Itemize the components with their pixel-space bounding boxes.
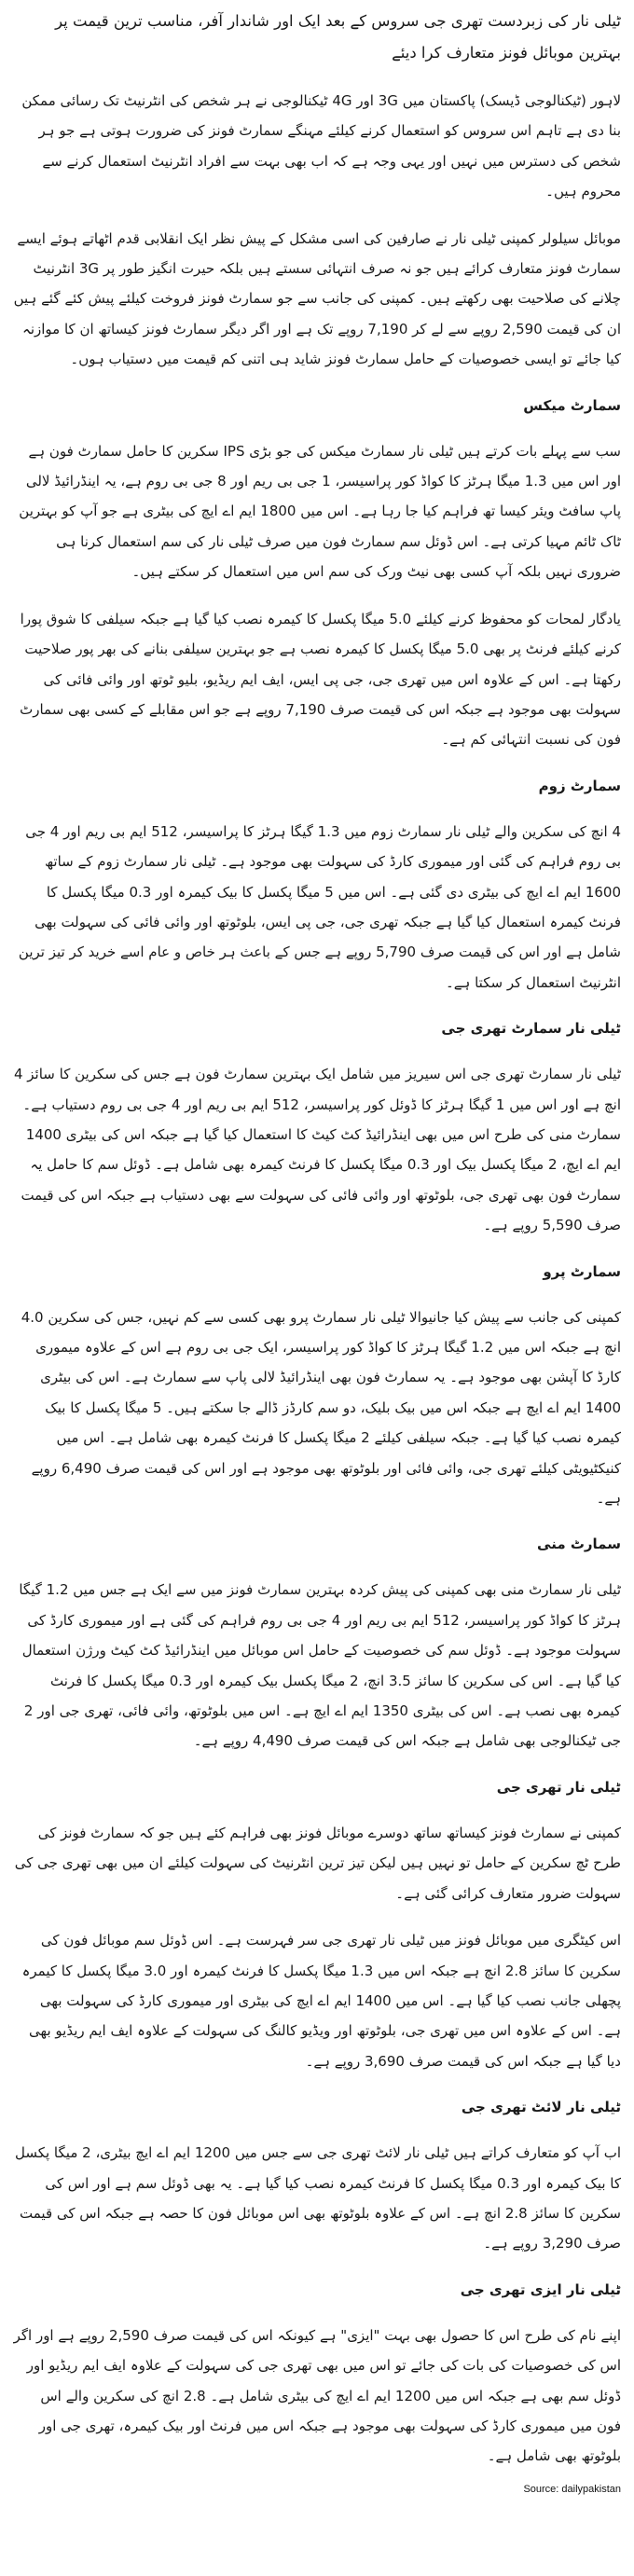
lite-3g-paragraph: اب آپ کو متعارف کراتے ہیں ٹیلی نار لائٹ تھری جی سے جس میں 1200 ایم اے ایچ بیٹری، 2 میگا پکسل کا بیک کیمرہ اور 0.3 میگا پکسل کا فرنٹ کیمرہ نصب کیا گیا ہے۔ یہ بھی ڈوئل سم ہے اور اس کی سکرین کا سائز 2.8 انچ ہے۔ اس کے علاوہ بلوٹوتھ بھی اس موبائل فون کا حصہ ہے جبکہ اس کی قیمت صرف 3,290 روپے ہے۔ (14, 2144, 621, 2252)
section-heading-easy-3g: ٹیلی نار ایزی تھری جی (460, 2280, 621, 2298)
section-heading-smart-mini: سمارٹ منی (537, 1536, 621, 1553)
smart-3g-paragraph: ٹیلی نار سمارٹ تھری جی اس سیریز میں شامل ایک بہترین سمارٹ فون ہے جس کی سکرین کا سائز 4 انچ ہے اور اس میں 1 گیگا ہرٹز کا ڈوئل کور پراسیسر، 512 ایم بی ریم اور 4 جی بی روم دستیاب ہے۔ سمارٹ منی کی طرح اس میں بھی اینڈرائیڈ کٹ کیٹ کا استعمال کیا گیا ہے جبکہ اس کی بیٹری 1400 ایم اے ایچ، 2 میگا پکسل بیک اور 0.3 میگا پکسل کا فرنٹ کیمرہ بھی شامل ہے۔ ڈوئل سم کا حامل یہ سمارٹ فون بھی تھری جی، بلوٹوتھ اور وائی فائی کی سہولت سے بھی دستیاب ہے جبکہ اس کی قیمت صرف 5,590 روپے ہے۔ (13, 1066, 621, 1234)
source-credit: Source: dailypakistan (523, 2483, 621, 2495)
section-heading-smart-zoom: سمارٹ زوم (538, 777, 621, 794)
section-heading-smart-pro: سمارٹ پرو (543, 1262, 621, 1280)
smart-max-paragraph-2: یادگار لمحات کو محفوظ کرنے کیلئے 5.0 میگا پکسل کا کیمرہ نصب کیا گیا ہے جبکہ سیلفی کا شوق پورا کرنے کیلئے فرنٹ پر بھی 5.0 میگا پکسل کا کیمرہ نصب ہے جو بہترین سیلفی بنانے کی بھر پور صلاحیت رکھتا ہے۔ اس کے علاوہ اس میں تھری جی، جی پی ایس، ایف ایم ریڈیو، بلیو ٹوتھ اور وائی فائی کی سہولت بھی موجود ہے جبکہ اس کی قیمت صرف 7,190 روپے ہے جو اس مقابلے کے کسی بھی سمارٹ فون کی نسبت انتہائی کم ہے۔ (20, 610, 621, 749)
section-heading-smart-3g: ٹیلی نار سمارٹ تھری جی (441, 1020, 621, 1038)
smart-mini-paragraph: ٹیلی نار سمارٹ منی بھی کمپنی کی پیش کردہ بہترین سمارٹ فونز میں سے ایک ہے جس میں 1.2 گیگا ہرٹز کا کواڈ کور پراسیسر، 512 ایم بی ریم اور 4 جی بی روم فراہم کی گئی ہے اور میموری کارڈ کی سہولت موجود ہے۔ ڈوئل سم کی خصوصیت کے حامل اس موبائل میں اینڈرائیڈ کٹ کیٹ ورژن استعمال کیا گیا ہے۔ اس کی سکرین کا سائز 3.5 انچ، 2 میگا پکسل بیک کیمرہ اور 0.3 میگا پکسل کا فرنٹ کیمرہ بھی نصب ہے۔ اس کی بیٹری 1350 ایم اے ایچ ہے۔ اس میں بلوٹوتھ، وائی فائی، تھری جی اور 2 جی ٹیکنالوجی بھی شامل ہے جبکہ اس کی قیمت صرف 4,490 روپے ہے۔ (19, 1581, 621, 1750)
section-heading-lite-3g: ٹیلی نار لائٹ تھری جی (461, 2099, 621, 2116)
intro-paragraph-2: موبائل سیلولر کمپنی ٹیلی نار نے صارفین کی اسی مشکل کے پیش نظر ایک انقلابی قدم اٹھاتے ہوئے ایسے سمارٹ فونز متعارف کرائے ہیں جو نہ صرف انتہائی سستے ہیں بلکہ حیرت انگیز طور پر 3G انٹرنیٹ چلانے کی صلاحیت بھی رکھتے ہیں۔ کمپنی کی جانب سے جو سمارٹ فونز فروخت کیلئے پیش کئے گئے ہیں ان کی قیمت 2,590 روپے سے لے کر 7,190 روپے تک ہے اور اگر دیگر سمارٹ فونز کیساتھ ان کا موازنہ کیا جائے تو ایسی خصوصیات کے حامل سمارٹ فونز شاید ہی اتنی کم قیمت میں دستیاب ہوں۔ (13, 229, 621, 368)
article-title: ٹیلی نار کی زبردست تھری جی سروس کے بعد ایک اور شاندار آفر، مناسب ترین قیمت پر بہترین موبائل فونز متعارف کرا دیئے (55, 12, 621, 62)
telenor-3g-paragraph-1: کمپنی نے سمارٹ فونز کیساتھ ساتھ دوسرے موبائل فونز بھی فراہم کئے ہیں جو کہ سمارٹ فونز کی طرح ٹچ سکرین کے حامل تو نہیں ہیں لیکن تیز ترین انٹرنیٹ کی سہولت کیلئے ان میں بھی تھری جی کی سہولت ضرور متعارف کرائی گئی ہے۔ (14, 1824, 621, 1902)
section-heading-telenor-3g: ٹیلی نار تھری جی (496, 1778, 621, 1796)
smart-pro-paragraph: کمپنی کی جانب سے پیش کیا جانیوالا ٹیلی نار سمارٹ پرو بھی کسی سے کم نہیں، جس کی سکرین 4.0 انچ ہے جبکہ اس میں 1.2 گیگا ہرٹز کا کواڈ کور پراسیسر، ایک جی بی روم ہے اس کے علاوہ میموری کارڈ کا آپشن بھی موجود ہے۔ یہ سمارٹ فون بھی اینڈرائیڈ لالی پاپ سے سمارٹ ہے۔ اس کی بیٹری 1400 ایم اے ایچ ہے جبکہ اس میں بیک بلیک، دو سم کارڈز ڈالے جا سکتے ہیں۔ 5 میگا پکسل کا بیک کیمرہ نصب کیا گیا ہے۔ جبکہ سیلفی کیلئے 2 میگا پکسل کا فرنٹ کیمرہ بھی شامل ہے۔ اس میں کنیکٹیویٹی کیلئے تھری جی، وائی فائی اور بلوٹوتھ بھی موجود ہے اور اس کی قیمت صرف 6,490 روپے ہے۔ (21, 1308, 621, 1508)
smart-max-paragraph-1: سب سے پہلے بات کرتے ہیں ٹیلی نار سمارٹ میکس کی جو بڑی IPS سکرین کا حامل سمارٹ فون ہے اور اس میں 1.3 میگا ہرٹز کا کواڈ کور پراسیسر، 1 جی بی ریم اور 8 جی بی روم ہے، یہ اینڈرائیڈ لالی پاپ سافٹ ویئر کیسا تھ فراہم کیا جا رہا ہے۔ اس میں 1800 ایم اے ایچ کی بیٹری ہے جو آپ کو بہترین ٹاک ٹائم مہیا کرتی ہے۔ اس ڈوئل سم سمارٹ فون میں صرف ٹیلی نار کی سم استعمال کرنا ہی ضروری نہیں بلکہ آپ کسی بھی نیٹ ورک کی سم اس میں استعمال کر سکتے ہیں۔ (19, 442, 621, 581)
smart-zoom-paragraph: 4 انچ کی سکرین والے ٹیلی نار سمارٹ زوم میں 1.3 گیگا ہرٹز کا پراسیسر، 512 ایم بی ریم اور 4 جی بی روم فراہم کی گئی اور میموری کارڈ کی سہولت بھی موجود ہے۔ ٹیلی نار سمارٹ زوم کے ساتھ 1600 ایم اے ایچ کی بیٹری دی گئی ہے۔ اس میں 5 میگا پکسل کا بیک کیمرہ اور 0.3 میگا پکسل کا فرنٹ کیمرہ استعمال کیا گیا ہے جبکہ تھری جی، جی پی ایس، بلوٹوتھ اور وائی فائی کی سہولت بھی شامل ہے اور اس کی قیمت صرف 5,790 روپے ہے جس کے باعث ہر خاص و عام اسے خرید کر تیز ترین انٹرنیٹ استعمال کر سکتا ہے۔ (18, 822, 621, 991)
easy-3g-paragraph: اپنے نام کی طرح اس کا حصول بھی بہت "ایزی" ہے کیونکہ اس کی قیمت صرف 2,590 روپے ہے اور اگر اس کی خصوصیات کی بات کی جائے تو اس میں بھی تھری جی کی سہولت کے علاوہ ایف ایم ریڈیو اور ڈوئل سم بھی ہے جبکہ اس میں 1200 ایم اے ایچ کی بیٹری شامل ہے۔ 2.8 انچ کی سکرین والے اس فون میں میموری کارڈ کی سہولت بھی موجود ہے جبکہ اس میں فرنٹ اور بیک کیمرہ، تھری جی اور بلوٹوتھ بھی شامل ہے۔ (13, 2326, 621, 2465)
section-heading-smart-max: سمارٹ میکس (523, 396, 621, 414)
telenor-3g-paragraph-2: اس کیٹگری میں موبائل فونز میں ٹیلی نار تھری جی سر فہرست ہے۔ اس ڈوئل سم موبائل فون کی سکرین کا سائز 2.8 انچ ہے جبکہ اس میں 1.3 میگا پکسل کا فرنٹ کیمرہ اور 3.0 میگا پکسل کا کیمرہ پچھلی جانب نصب کیا گیا ہے۔ اس میں 1400 ایم اے ایچ کی بیٹری اور میموری کارڈ کی سہولت بھی ہے۔ اس کے علاوہ اس میں تھری جی، بلوٹوتھ اور ویڈیو کالنگ کی سہولت کے علاوہ ایف ایم ریڈیو بھی دیا گیا ہے جبکہ اس کی قیمت صرف 3,690 روپے ہے۔ (21, 1932, 621, 2070)
intro-paragraph-1: لاہور (ٹیکنالوجی ڈیسک) پاکستان میں 3G اور 4G ٹیکنالوجی نے ہر شخص کی انٹرنیٹ تک رسائی ممکن بنا دی ہے تاہم اس سروس کو استعمال کرنے کیلئے مہنگے سمارٹ فونز کی ضرورت ہوتی ہے جو ہر شخص کی دسترس میں نہیں اور یہی وجہ ہے کہ اب بھی بہت سے افراد انٹرنیٹ استعمال کرنے سے محروم ہیں۔ (21, 92, 621, 200)
